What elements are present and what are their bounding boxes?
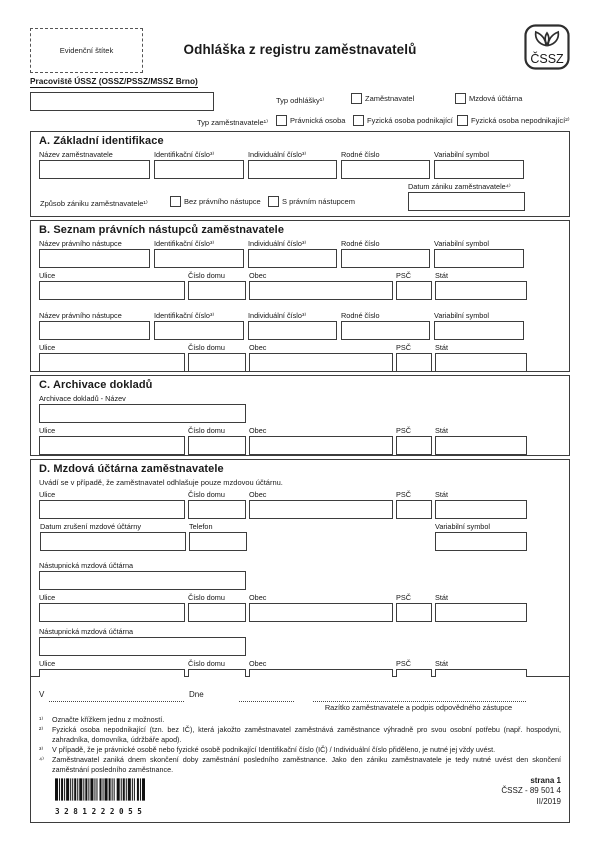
b1-cislo-domu-input[interactable] (188, 281, 246, 300)
b2-nazev-nastupce-input[interactable] (39, 321, 150, 340)
c-ulice-input[interactable] (39, 436, 185, 455)
checkbox-fyzicka-podnikajici-label: Fyzická osoba podnikající (367, 116, 453, 125)
checkbox-fyzicka-nepodnikajici[interactable] (457, 115, 468, 126)
footnote-2 (39, 725, 561, 745)
c-stat-input[interactable] (435, 436, 527, 455)
d2-stat-input[interactable] (435, 603, 527, 622)
checkbox-bez-pravniho-nastupce[interactable] (170, 196, 181, 207)
footnote-2-marker: ²⁾ (39, 725, 44, 735)
section-c-title: C. Archivace dokladů (39, 379, 153, 391)
stat-label: Stát (435, 490, 448, 499)
nastupnicka-label: Nástupnická mzdová účtárna (39, 627, 134, 636)
signature-area (31, 677, 569, 715)
d2-nastupnicka-input[interactable] (39, 637, 246, 656)
datum-zruseni-label: Datum zrušení mzdové účtárny (40, 522, 141, 531)
b2-rodne-cislo-input[interactable] (341, 321, 430, 340)
a-rodne-cislo-input[interactable] (341, 160, 430, 179)
psc-label: PSČ (396, 659, 412, 668)
obec-label: Obec (249, 426, 267, 435)
footnotes (39, 715, 561, 775)
c-psc-input[interactable] (396, 436, 432, 455)
obec-label: Obec (249, 343, 267, 352)
identifikacni-cislo-label: Identifikační číslo³⁾ (154, 239, 215, 248)
d1-stat-input[interactable] (435, 500, 527, 519)
stat-label: Stát (435, 659, 448, 668)
typ-zamestnavatele-label: Typ zaměstnavatele¹⁾ (196, 118, 268, 127)
b1-nazev-nastupce-input[interactable] (39, 249, 150, 268)
section-c (30, 375, 570, 456)
evidencni-stitek-label: Evidenční štítek (59, 46, 114, 55)
cssz-logo (524, 24, 570, 70)
section-d-title: D. Mzdová účtárna zaměstnavatele (39, 463, 224, 475)
barcode-icon (55, 778, 145, 801)
checkbox-zamestnavatel-label: Zaměstnavatel (365, 94, 415, 103)
b1-obec-input[interactable] (249, 281, 393, 300)
obec-label: Obec (249, 271, 267, 280)
footnote-1-text: Označte křížkem jednu z možností. (52, 715, 165, 724)
b1-individualni-cislo-input[interactable] (248, 249, 337, 268)
ulice-label: Ulice (39, 659, 56, 668)
cislo-domu-label: Číslo domu (188, 659, 225, 668)
footnote-3-marker: ³⁾ (39, 745, 44, 755)
footnote-1 (39, 715, 561, 725)
obec-label: Obec (249, 490, 267, 499)
stat-label: Stát (435, 343, 448, 352)
section-a (30, 131, 570, 217)
nazev-zamestnavatele-input[interactable] (39, 160, 150, 179)
telefon-input[interactable] (189, 532, 247, 551)
nazev-nastupce-label: Název právního nástupce (39, 239, 122, 248)
section-b (30, 220, 570, 372)
form-header (0, 0, 600, 131)
ulice-label: Ulice (39, 490, 56, 499)
b1-identifikacni-cislo-input[interactable] (154, 249, 244, 268)
b2-psc-input[interactable] (396, 353, 432, 372)
date-label: Dne (189, 690, 204, 699)
section-d (30, 459, 570, 677)
datum-zaniku-input[interactable] (408, 192, 525, 211)
psc-label: PSČ (396, 593, 412, 602)
footer-row (39, 776, 561, 818)
section-d-note: Uvádí se v případě, že zaměstnavatel odhlašuje pouze mzdovou účtárnu. (39, 478, 283, 487)
typ-odhlasky-label: Typ odhlášky¹⁾ (276, 96, 325, 105)
b2-stat-input[interactable] (435, 353, 527, 372)
b1-ulice-input[interactable] (39, 281, 185, 300)
variabilni-symbol-label: Variabilní symbol (434, 150, 490, 159)
section-a-title: A. Základní identifikace (39, 135, 164, 147)
d-variabilni-symbol-input[interactable] (435, 532, 527, 551)
cislo-domu-label: Číslo domu (188, 490, 225, 499)
b1-variabilni-symbol-input[interactable] (434, 249, 524, 268)
b1-rodne-cislo-input[interactable] (341, 249, 430, 268)
b2-individualni-cislo-input[interactable] (248, 321, 337, 340)
d2-cislo-domu-input[interactable] (188, 603, 246, 622)
barcode-digits: 3 2 8 1 2 2 2 0 5 5 (55, 807, 142, 816)
a-variabilni-symbol-input[interactable] (434, 160, 524, 179)
zpusob-zaniku-label: Způsob zániku zaměstnavatele¹⁾ (40, 199, 148, 208)
psc-label: PSČ (396, 271, 412, 280)
identifikacni-cislo-label: Identifikační číslo³⁾ (154, 311, 215, 320)
datum-zruseni-input[interactable] (40, 532, 186, 551)
individualni-cislo-label: Individuální číslo³⁾ (248, 150, 307, 159)
cislo-domu-label: Číslo domu (188, 343, 225, 352)
individualni-cislo-label: Individuální číslo³⁾ (248, 311, 307, 320)
b2-identifikacni-cislo-input[interactable] (154, 321, 244, 340)
stamp-caption: Razítko zaměstnavatele a podpis odpovědného zástupce (324, 703, 513, 712)
footnote-1-marker: ¹⁾ (39, 715, 44, 724)
archivace-nazev-label: Archivace dokladů - Název (39, 394, 126, 403)
checkbox-zamestnavatel[interactable] (351, 93, 362, 104)
d1-ulice-input[interactable] (39, 500, 185, 519)
evidencni-stitek-box (30, 28, 143, 73)
pracoviste-label: Pracoviště ÚSSZ (OSSZ/PSSZ/MSSZ Brno) (30, 76, 198, 86)
archivace-nazev-input[interactable] (39, 404, 246, 423)
barcode (55, 778, 147, 816)
page-number: strana 1 (530, 776, 561, 785)
footnote-4-marker: ⁴⁾ (39, 755, 44, 765)
place-label: V (39, 690, 45, 699)
d2-ulice-input[interactable] (39, 603, 185, 622)
page-title: Odhláška z registru zaměstnavatelů (183, 42, 417, 57)
a-individualni-cislo-input[interactable] (248, 160, 337, 179)
footnote-3 (39, 745, 561, 755)
signature-and-footnotes-box (30, 677, 570, 823)
ulice-label: Ulice (39, 593, 56, 602)
form-edition: II/2019 (536, 796, 561, 806)
checkbox-mzdova-uctarna[interactable] (455, 93, 466, 104)
psc-label: PSČ (396, 343, 412, 352)
b2-obec-input[interactable] (249, 353, 393, 372)
cislo-domu-label: Číslo domu (188, 426, 225, 435)
b2-cislo-domu-input[interactable] (188, 353, 246, 372)
cssz-logo-text: ČSSZ (530, 52, 564, 66)
rodne-cislo-label: Rodné číslo (341, 239, 380, 248)
d2-obec-input[interactable] (249, 603, 393, 622)
checkbox-pravnicka-osoba-label: Právnická osoba (290, 116, 346, 125)
form-code: ČSSZ - 89 501 4 (501, 786, 561, 796)
b1-psc-input[interactable] (396, 281, 432, 300)
individualni-cislo-label: Individuální číslo³⁾ (248, 239, 307, 248)
obec-label: Obec (249, 659, 267, 668)
nastupnicka-label: Nástupnická mzdová účtárna (39, 561, 134, 570)
b2-ulice-input[interactable] (39, 353, 185, 372)
d1-obec-input[interactable] (249, 500, 393, 519)
checkbox-mzdova-uctarna-label: Mzdová účtárna (469, 94, 523, 103)
checkbox-fyzicka-podnikajici[interactable] (353, 115, 364, 126)
psc-label: PSČ (396, 490, 412, 499)
stat-label: Stát (435, 426, 448, 435)
checkbox-s-pravnim-nastupcem[interactable] (268, 196, 279, 207)
d1-psc-input[interactable] (396, 500, 432, 519)
telefon-label: Telefon (189, 522, 213, 531)
obec-label: Obec (249, 593, 267, 602)
nazev-nastupce-label: Název právního nástupce (39, 311, 122, 320)
section-b-title: B. Seznam právních nástupců zaměstnavatele (39, 224, 285, 236)
stat-label: Stát (435, 271, 448, 280)
ulice-label: Ulice (39, 426, 56, 435)
cssz-logo-icon (524, 24, 570, 70)
checkbox-bez-pravniho-nastupce-label: Bez právního nástupce (184, 197, 261, 206)
pracoviste-input[interactable] (30, 92, 214, 111)
psc-label: PSČ (396, 426, 412, 435)
footnote-2-text: Fyzická osoba nepodnikající (tzn. bez IČ), která jakožto zaměstnavatel zaměstnává zaměstnance výhradně pro svou osobní potřebu (např. hospodyni, zahradníka, domovníka, údržbáře apod). (52, 725, 561, 745)
rodne-cislo-label: Rodné číslo (341, 311, 380, 320)
form-publication-info (501, 776, 561, 807)
variabilni-symbol-label: Variabilní symbol (434, 311, 490, 320)
checkbox-fyzicka-nepodnikajici-label: Fyzická osoba nepodnikající²⁾ (471, 116, 570, 125)
rodne-cislo-label: Rodné číslo (341, 150, 380, 159)
c-cislo-domu-input[interactable] (188, 436, 246, 455)
footnote-3-text: V případě, že je právnické osobě nebo fyzické osobě podnikající Identifikační číslo (IČ) / Individuální číslo přiděleno, je nutné jej vždy uvést. (52, 745, 496, 755)
variabilni-symbol-label: Variabilní symbol (435, 522, 491, 531)
footnote-4-text: Zaměstnavatel zaniká dnem skončení doby zaměstnání posledního zaměstnance. Jako den zániku zaměstnavatele je tedy nutné uvést den skončení zaměstnání posledního zaměstnance. (52, 755, 561, 775)
footnote-4 (39, 755, 561, 775)
d1-nastupnicka-input[interactable] (39, 571, 246, 590)
a-identifikacni-cislo-input[interactable] (154, 160, 244, 179)
d2-psc-input[interactable] (396, 603, 432, 622)
stamp-signature-line[interactable] (313, 701, 526, 702)
cislo-domu-label: Číslo domu (188, 593, 225, 602)
datum-zaniku-label: Datum zániku zaměstnavatele⁴⁾ (408, 182, 511, 191)
d1-cislo-domu-input[interactable] (188, 500, 246, 519)
stat-label: Stát (435, 593, 448, 602)
ulice-label: Ulice (39, 343, 56, 352)
nazev-zamestnavatele-label: Název zaměstnavatele (39, 150, 113, 159)
place-line[interactable] (49, 701, 184, 702)
cislo-domu-label: Číslo domu (188, 271, 225, 280)
b1-stat-input[interactable] (435, 281, 527, 300)
b2-variabilni-symbol-input[interactable] (434, 321, 524, 340)
checkbox-s-pravnim-nastupcem-label: S právním nástupcem (282, 197, 355, 206)
date-line[interactable] (239, 701, 294, 702)
c-obec-input[interactable] (249, 436, 393, 455)
identifikacni-cislo-label: Identifikační číslo³⁾ (154, 150, 215, 159)
ulice-label: Ulice (39, 271, 56, 280)
checkbox-pravnicka-osoba[interactable] (276, 115, 287, 126)
variabilni-symbol-label: Variabilní symbol (434, 239, 490, 248)
